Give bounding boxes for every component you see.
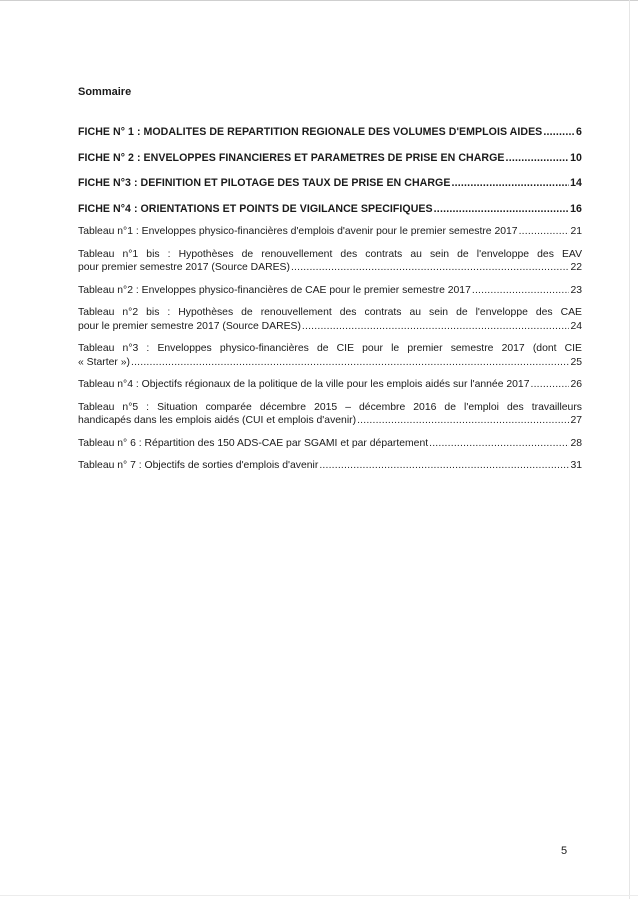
toc-leader-dots [302,320,570,334]
scan-edge-right [629,0,630,899]
toc-entry-tableau-2[interactable] [78,284,582,298]
toc-leader-dots [472,284,570,298]
toc-page-number: 31 [570,460,582,471]
scan-edge-bottom [0,895,638,896]
toc-entry-fiche-1[interactable] [78,126,582,140]
toc-page-number: 16 [570,202,582,215]
toc-entry-tableau-4[interactable] [78,378,582,392]
toc-leader-dots [319,459,569,473]
toc-entry-tableau-5[interactable] [78,401,582,428]
toc-leader-dots [357,414,569,428]
toc-entry-fiche-4[interactable] [78,203,582,217]
toc-entry-tableau-2-bis[interactable] [78,306,582,333]
toc-entry-text: FICHE N°4 : ORIENTATIONS ET POINTS DE VIGILANCE SPECIFIQUES [78,202,433,215]
toc-entry-first-line: Tableau n°3 : Enveloppes physico-financières de CIE pour le premier semestre 2017 (dont CIE [78,343,582,354]
toc-entry-first-line: Tableau n°1 bis : Hypothèses de renouvellement des contrats au sein de l'enveloppe des EAV [78,248,582,260]
toc-entry-tableau-3[interactable] [78,342,582,369]
toc-entry-first-line: Tableau n°2 bis : Hypothèses de renouvellement des contrats au sein de l'enveloppe des CAE [78,307,582,318]
toc-page-number: 25 [570,356,582,368]
toc-page-number: 27 [570,415,582,426]
toc-page-number: 6 [576,126,582,138]
scan-edge-top [0,0,638,1]
toc-page-number: 28 [570,437,582,449]
toc-entry-text: handicapés dans les emplois aidés (CUI et emplois d'avenir) [78,415,357,426]
toc-leader-dots [131,356,569,370]
toc-page-number: 22 [570,262,582,273]
toc-entry-tableau-1[interactable] [78,225,582,239]
toc-entry-text: « Starter ») [78,356,130,368]
toc-entry-tableau-6[interactable] [78,437,582,451]
toc-entry-first-line: Tableau n°5 : Situation comparée décembre 2015 – décembre 2016 de l'emploi des travailleurs [78,401,582,413]
toc-entry-text: Tableau n°4 : Objectifs régionaux de la politique de la ville pour les emplois aidés sur l'année 2017 [78,379,530,390]
toc-entry-text: Tableau n°2 : Enveloppes physico-financières de CAE pour le premier semestre 2017 [78,284,471,296]
toc-page-number: 26 [570,379,582,390]
toc-leader-dots [451,177,569,191]
toc-page-number: 24 [570,320,582,332]
toc-entry-fiche-2[interactable] [78,152,582,166]
toc-leader-dots [543,126,575,140]
toc-leader-dots [291,261,570,275]
toc-entry-text: FICHE N° 2 : ENVELOPPES FINANCIERES ET PARAMETRES DE PRISE EN CHARGE [78,151,505,164]
toc-leader-dots [429,437,569,451]
toc-entry-text: Tableau n° 7 : Objectifs de sorties d'emplois d'avenir [78,460,319,471]
toc-entry-tableau-1-bis[interactable] [78,248,582,275]
toc-entry-text: Tableau n° 6 : Répartition des 150 ADS-CAE par SGAMI et par département [78,437,429,449]
toc-entry-text: pour le premier semestre 2017 (Source DARES) [78,320,301,332]
toc-page-number: 10 [570,151,582,164]
toc-entry-tableau-7[interactable] [78,459,582,473]
toc-leader-dots [519,225,570,239]
toc-entry-text: FICHE N°3 : DEFINITION ET PILOTAGE DES TAUX DE PRISE EN CHARGE [78,177,451,189]
toc-leader-dots [506,152,570,166]
toc-page-number: 23 [570,284,582,296]
page-number: 5 [561,845,568,857]
toc-entry-text: pour premier semestre 2017 (Source DARES) [78,262,290,273]
toc-entry-text: Tableau n°1 : Enveloppes physico-financières d'emplois d'avenir pour le premier semestre 2017 [78,226,518,237]
page-title: Sommaire [78,86,132,98]
toc-entry-fiche-3[interactable] [78,177,582,191]
toc-entry-text: FICHE N° 1 : MODALITES DE REPARTITION REGIONALE DES VOLUMES D'EMPLOIS AIDES [78,126,543,138]
toc-page-number: 14 [570,177,582,189]
toc-leader-dots [434,203,569,217]
toc-leader-dots [531,378,570,392]
table-of-contents [78,126,582,473]
toc-page-number: 21 [570,226,582,237]
